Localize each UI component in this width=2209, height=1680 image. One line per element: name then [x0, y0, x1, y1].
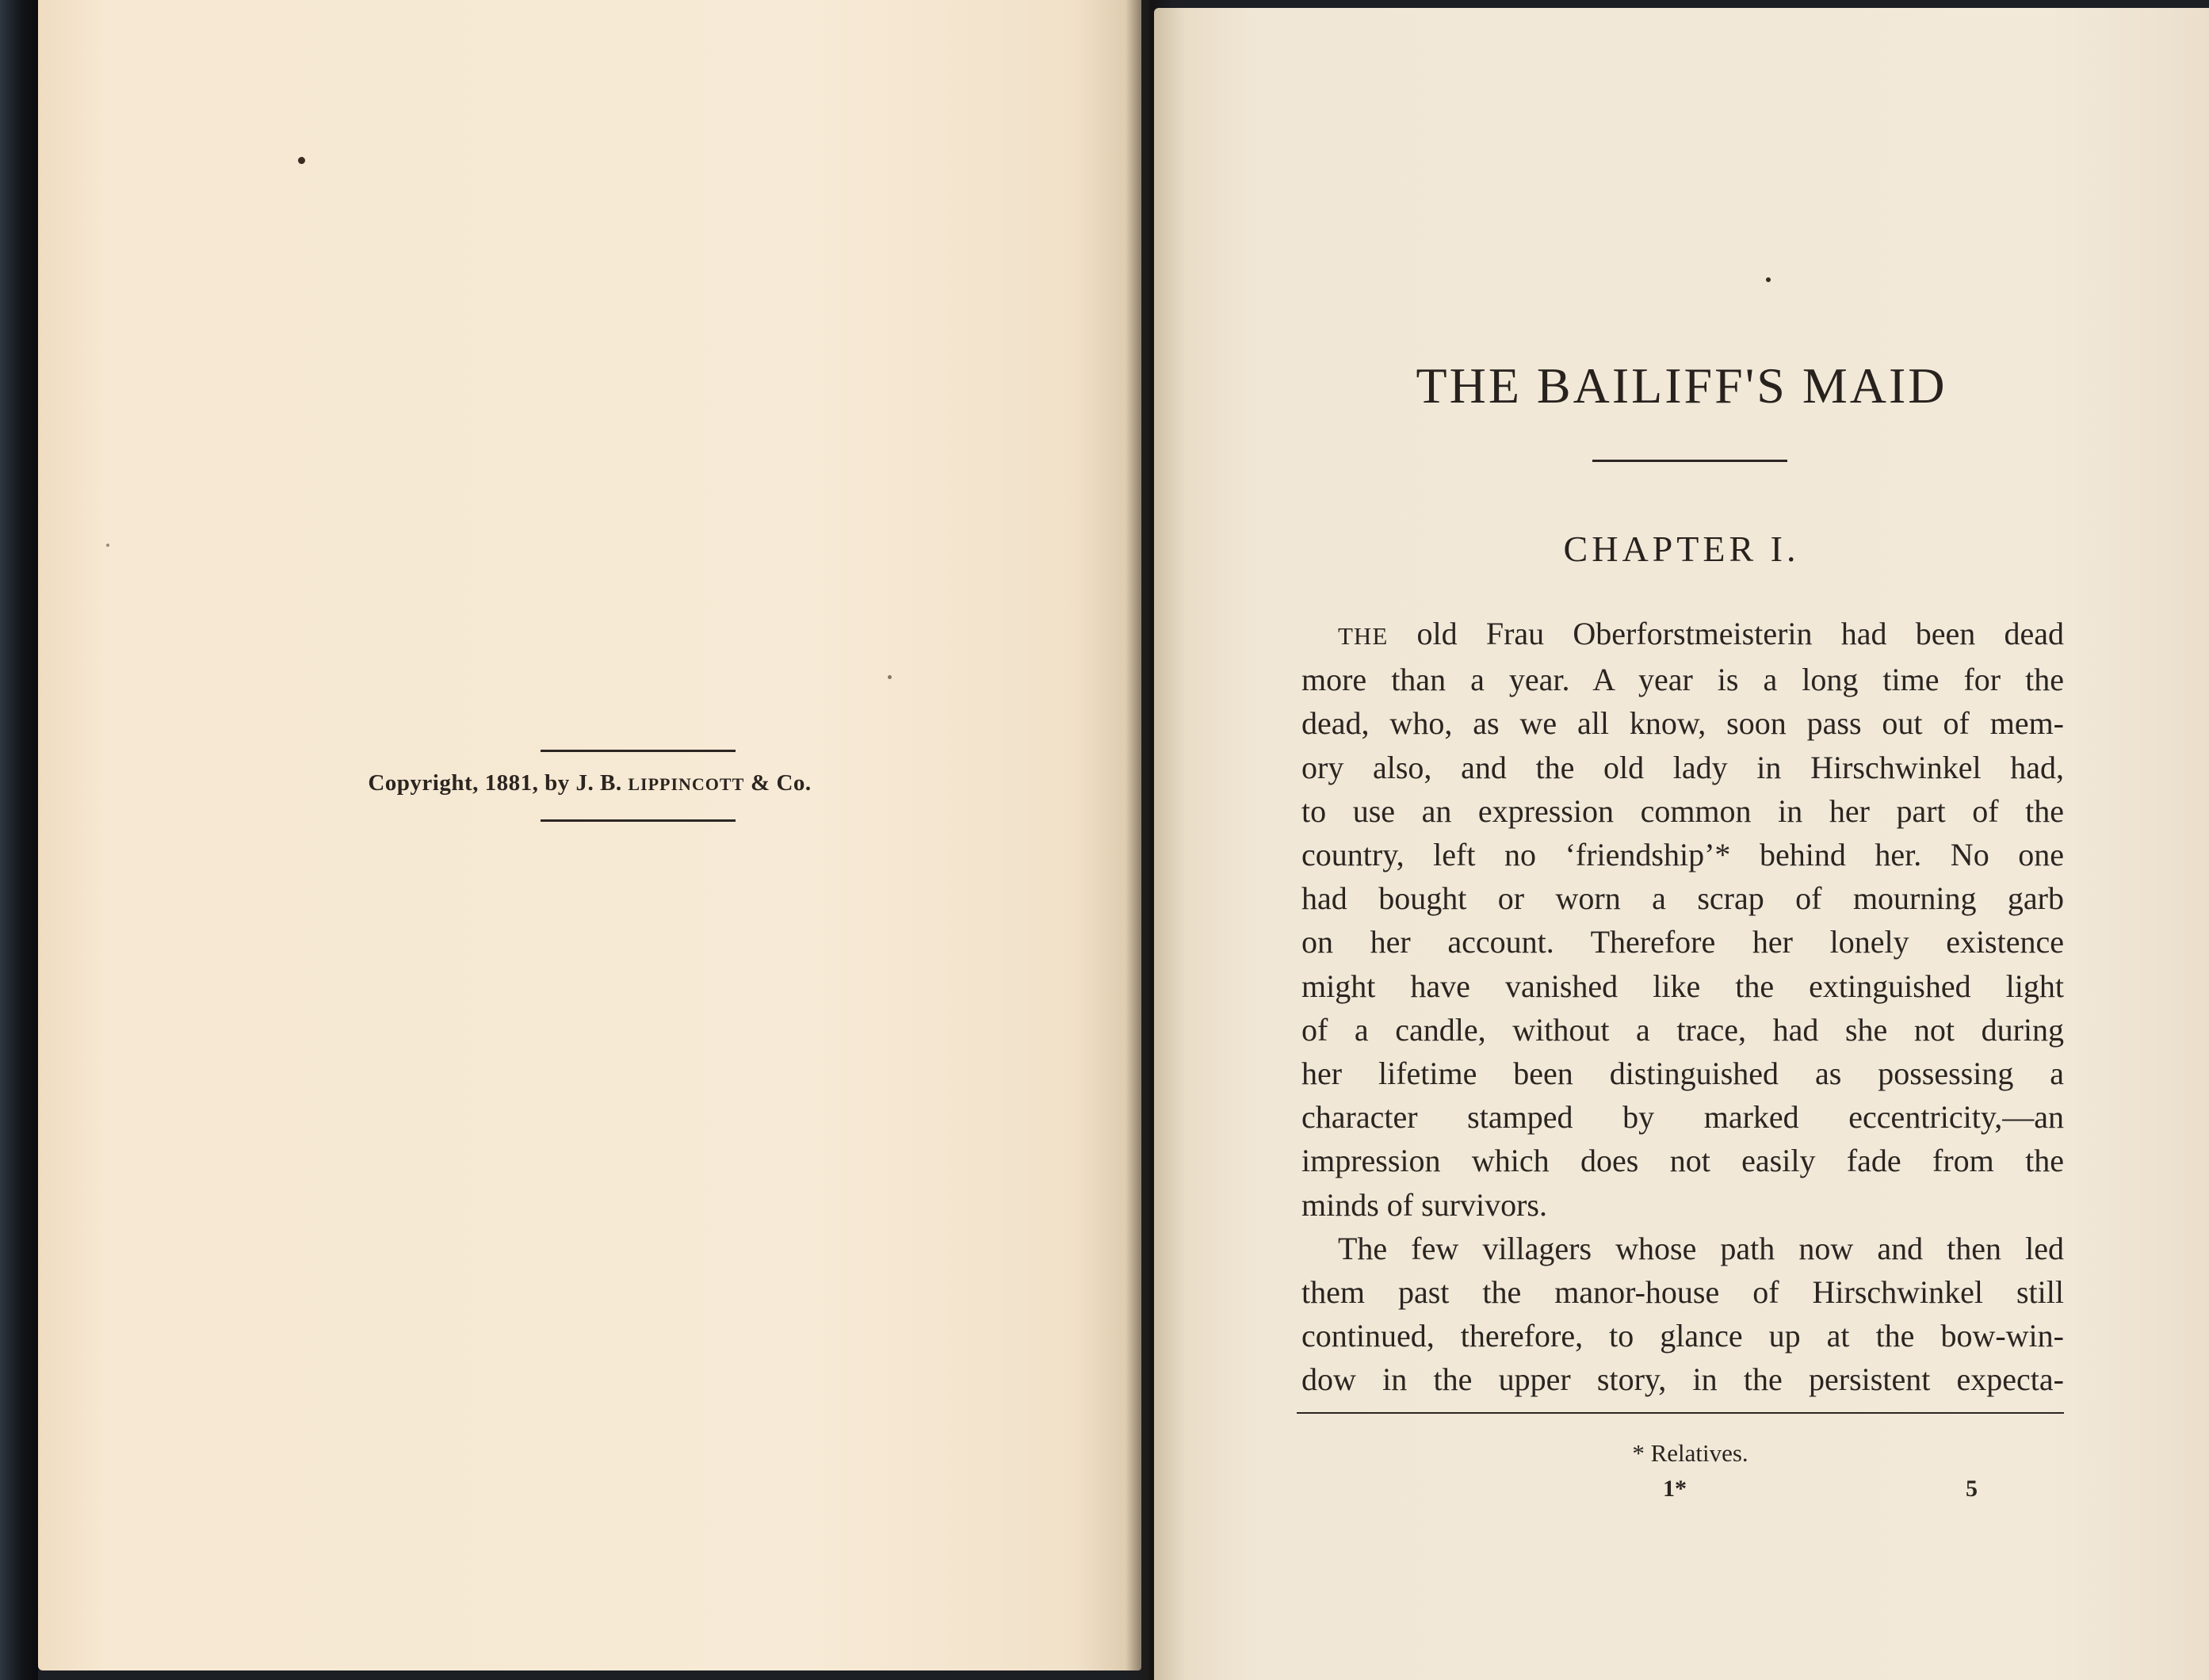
text-line: of a candle, without a trace, had she not during — [1301, 1011, 2064, 1048]
copyright-notice — [38, 770, 1141, 796]
text-line: impression which does not easily fade from the — [1301, 1143, 2064, 1179]
text-line: more than a year. A year is a long time for the — [1301, 662, 2064, 698]
ink-speck — [888, 675, 892, 679]
page-number: 5 — [1966, 1476, 1978, 1502]
book-cover-edge — [0, 0, 38, 1680]
footnote-rule — [1297, 1412, 2064, 1414]
text-line: The few villagers whose path now and then led — [1338, 1230, 2064, 1266]
text-line: continued, therefore, to glance up at the bow-win- — [1301, 1318, 2064, 1354]
copyright-top-rule — [541, 750, 736, 752]
footnote: * Relatives. — [1632, 1439, 1748, 1467]
text-line: to use an expression common in her part of the — [1301, 792, 2064, 829]
copyright-suffix: & Co. — [744, 770, 812, 796]
copyright-bottom-rule — [541, 819, 736, 822]
lead-smallcaps: THE — [1338, 622, 1389, 650]
book-title: THE BAILIFF'S MAID — [1416, 357, 1947, 414]
text-line: her lifetime been distinguished as possessing a — [1301, 1056, 2064, 1092]
text-line: THE old Frau Oberforstmeisterin had been dead — [1338, 616, 2064, 651]
ink-speck — [106, 544, 109, 547]
text-line: might have vanished like the extinguished light — [1301, 968, 2064, 1004]
text-line: them past the manor-house of Hirschwinkel still — [1301, 1274, 2064, 1311]
publisher-name: LIPPINCOTT — [628, 774, 745, 794]
chapter-heading: CHAPTER I. — [1563, 529, 1800, 569]
chapter-body — [1301, 612, 2064, 1402]
left-page — [38, 0, 1141, 1670]
ink-speck — [1766, 277, 1771, 282]
signature-mark: 1* — [1663, 1476, 1687, 1502]
text-line: had bought or worn a scrap of mourning garb — [1301, 880, 2064, 917]
text-line: on her account. Therefore her lonely existence — [1301, 924, 2064, 960]
text-line: character stamped by marked eccentricity,—an — [1301, 1099, 2064, 1136]
paragraph-1 — [1301, 612, 2064, 1227]
title-rule — [1592, 460, 1787, 462]
right-page — [1154, 8, 2209, 1680]
text-line: dow in the upper story, in the persistent expecta- — [1301, 1361, 2064, 1398]
copyright-prefix: Copyright, 1881, by J. B. — [368, 770, 629, 796]
text-line: country, left no ‘friendship’* behind her. No one — [1301, 837, 2064, 873]
text-line: minds of survivors. — [1301, 1186, 1547, 1223]
ink-speck — [298, 157, 305, 164]
paragraph-2 — [1301, 1227, 2064, 1402]
text-line: dead, who, as we all know, soon pass out of mem- — [1301, 705, 2064, 742]
text-line: ory also, and the old lady in Hirschwinkel had, — [1301, 749, 2064, 785]
